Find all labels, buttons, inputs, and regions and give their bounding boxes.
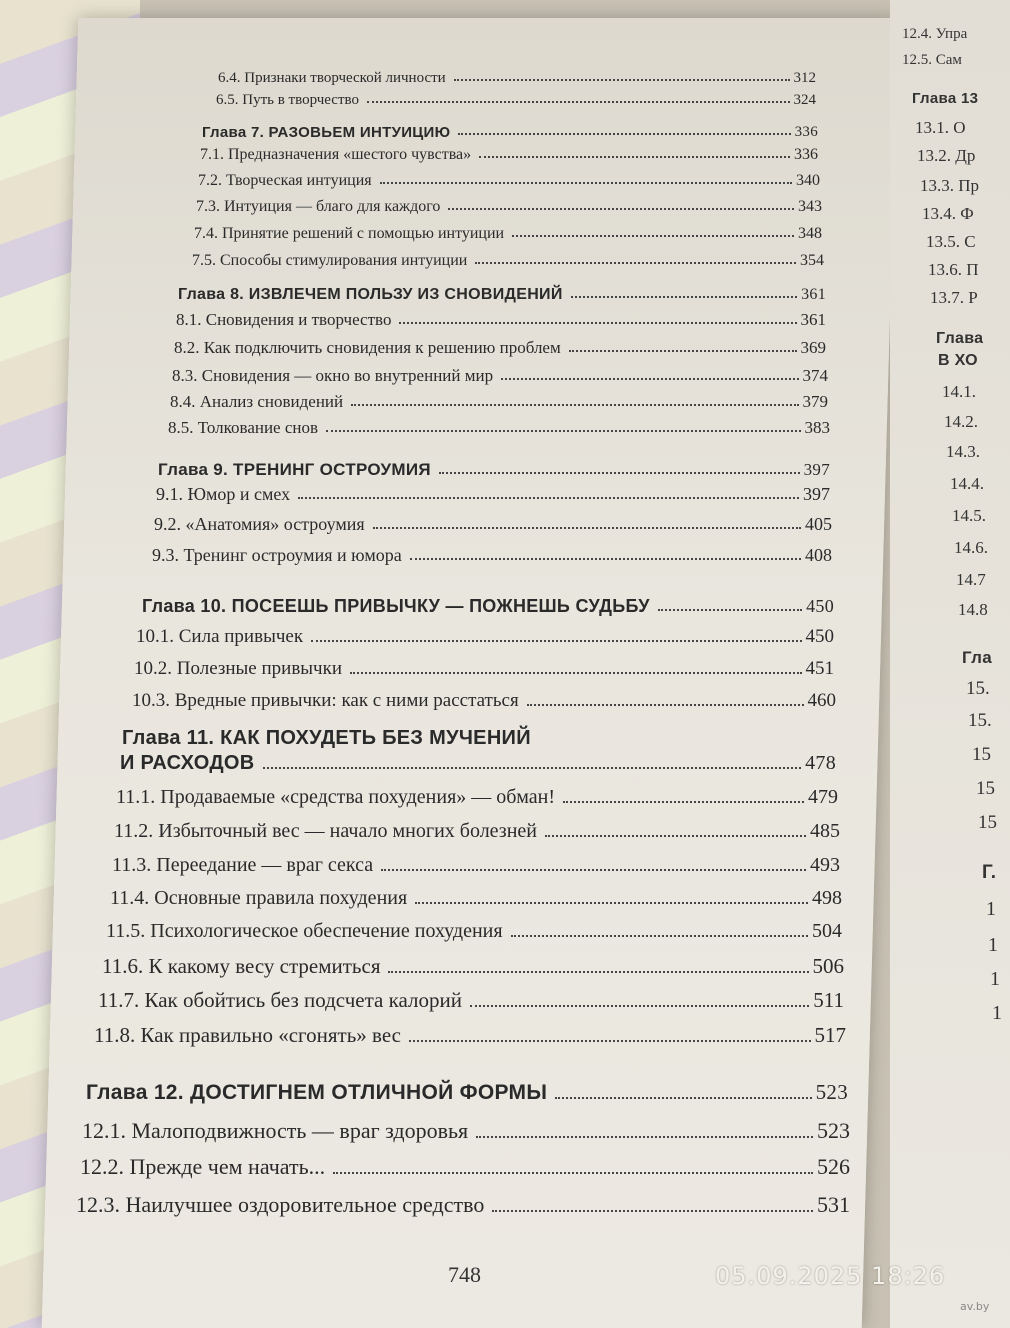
- toc-entry: 10.2. Полезные привычки 451: [134, 658, 834, 679]
- fragment: 12.5. Сам: [902, 52, 962, 68]
- fragment: 15: [978, 812, 997, 833]
- toc-entry: 10.3. Вредные привычки: как с ними расстаться 460: [132, 690, 836, 711]
- chapter-heading: Глава 11. КАК ПОХУДЕТЬ БЕЗ МУЧЕНИЙ: [122, 727, 531, 749]
- toc-entry: 12.3. Наилучшее оздоровительное средство 531: [76, 1192, 850, 1217]
- fragment: В ХО: [938, 352, 978, 369]
- chapter-heading: Глава 10. ПОСЕЕШЬ ПРИВЫЧКУ — ПОЖНЕШЬ СУДЬБУ 450: [142, 596, 834, 616]
- toc-entry: 11.8. Как правильно «сгонять» вес 517: [94, 1023, 846, 1047]
- toc-entry: 11.1. Продаваемые «средства похудения» — обман! 479: [116, 786, 838, 808]
- fragment: 14.5.: [952, 506, 986, 525]
- toc-entry: 7.2. Творческая интуиция 340: [198, 172, 820, 189]
- fragment: 14.3.: [946, 442, 980, 461]
- chapter-heading: Глава 8. ИЗВЛЕЧЕМ ПОЛЬЗУ ИЗ СНОВИДЕНИЙ 361: [178, 286, 826, 303]
- toc-entry: 7.1. Предназначения «шестого чувства» 336: [200, 146, 818, 163]
- fragment: 13.6. П: [928, 260, 979, 279]
- fragment: Глава 13: [912, 90, 979, 107]
- toc-entry: 8.3. Сновидения — окно во внутренний мир 374: [172, 366, 828, 385]
- fragment: Гла: [962, 648, 992, 667]
- fragment: 1: [992, 1002, 1002, 1024]
- toc-entry: 9.1. Юмор и смех 397: [156, 484, 830, 504]
- fragment: 14.8: [958, 600, 988, 619]
- fragment: 15: [972, 744, 991, 765]
- toc-entry: 9.3. Тренинг остроумия и юмора 408: [152, 545, 832, 565]
- toc-entry: 11.3. Переедание — враг секса 493: [112, 854, 840, 876]
- fragment: 14.4.: [950, 474, 984, 493]
- toc-entry: 11.5. Психологическое обеспечение похудения 504: [106, 920, 842, 942]
- page-number: 748: [448, 1262, 481, 1287]
- fragment: 13.2. Др: [917, 146, 976, 165]
- toc-entry: 6.4. Признаки творческой личности 312: [218, 70, 816, 86]
- fragment: 13.4. Ф: [922, 204, 974, 223]
- toc-entry: 12.2. Прежде чем начать... 526: [80, 1154, 850, 1179]
- fragment: 15: [976, 778, 995, 799]
- toc-entry: 8.2. Как подключить сновидения к решению проблем 369: [174, 338, 826, 357]
- toc-entry: 7.3. Интуиция — благо для каждого 343: [196, 198, 822, 215]
- fragment: 12.4. Упра: [902, 26, 968, 42]
- fragment: 14.7: [956, 570, 986, 589]
- fragment: 14.2.: [944, 412, 978, 431]
- fragment: 1: [988, 934, 998, 956]
- toc-entry: 9.2. «Анатомия» остроумия 405: [154, 514, 832, 534]
- fragment: 14.1.: [942, 382, 976, 401]
- toc-entry: 7.4. Принятие решений с помощью интуиции 348: [194, 225, 822, 242]
- fragment: 15.: [966, 678, 990, 699]
- chapter-heading: Глава 7. РАЗОВЬЕМ ИНТУИЦИЮ 336: [202, 124, 818, 141]
- toc-entry: 11.6. К какому весу стремиться 506: [102, 954, 844, 978]
- fragment: 13.5. С: [926, 232, 976, 251]
- toc-entry: 11.2. Избыточный вес — начало многих болезней 485: [114, 820, 840, 842]
- toc-entry: 11.7. Как обойтись без подсчета калорий 511: [98, 988, 844, 1012]
- fragment: 13.1. О: [915, 118, 966, 137]
- toc-entry: 10.1. Сила привычек 450: [136, 626, 834, 647]
- toc-entry: 12.1. Малоподвижность — враг здоровья 523: [82, 1118, 850, 1143]
- fragment: 14.6.: [954, 538, 988, 557]
- watermark: av.by: [960, 1300, 990, 1313]
- toc-entry: 8.1. Сновидения и творчество 361: [176, 310, 826, 329]
- toc-entry: 6.5. Путь в творчество 324: [216, 92, 816, 108]
- fragment: 1: [990, 968, 1000, 990]
- chapter-heading: И РАСХОДОВ 478: [120, 752, 836, 774]
- photo-timestamp: 05.09.2025 18:26: [715, 1262, 946, 1290]
- fragment: 13.7. Р: [930, 288, 978, 307]
- fragment: Глава: [936, 330, 984, 347]
- fragment: 15.: [968, 710, 992, 731]
- chapter-heading: Глава 12. ДОСТИГНЕМ ОТЛИЧНОЙ ФОРМЫ 523: [86, 1080, 848, 1104]
- toc-entry: 8.4. Анализ сновидений 379: [170, 392, 828, 411]
- chapter-heading: Глава 9. ТРЕНИНГ ОСТРОУМИЯ 397: [158, 460, 830, 479]
- fragment: 13.3. Пр: [920, 176, 980, 195]
- toc-entry: 11.4. Основные правила похудения 498: [110, 887, 842, 909]
- fragment: 1: [986, 898, 996, 920]
- fragment: Г.: [982, 862, 997, 883]
- toc-entry: 8.5. Толкование снов 383: [168, 418, 830, 437]
- toc-entry: 7.5. Способы стимулирования интуиции 354: [192, 252, 824, 269]
